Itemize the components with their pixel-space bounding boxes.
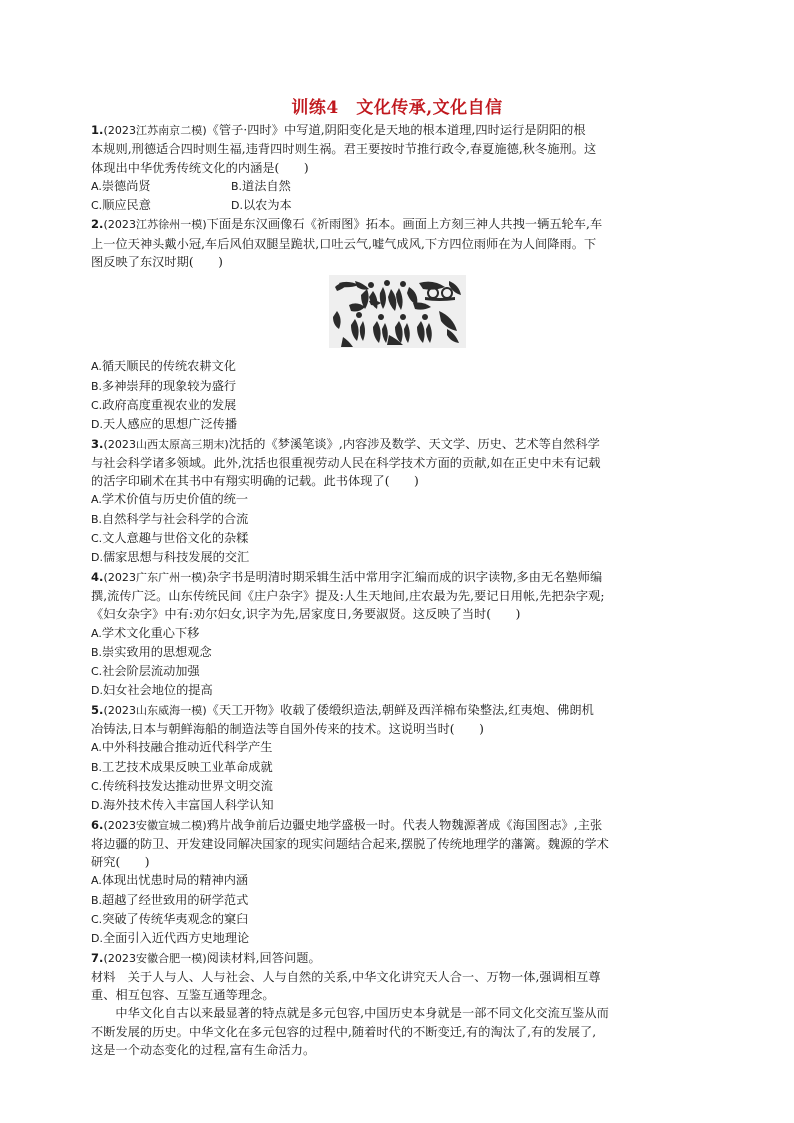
question-text: 冶铸法,日本与朝鲜海船的制造法等自国外传来的技术。这说明当时( ) xyxy=(91,722,484,737)
question-number: 7. xyxy=(91,950,104,965)
question-text: 撰,流传广泛。山东传统民间《庄户杂字》提及:人生天地间,庄农最为先,要记日用帐,先把杂字观; xyxy=(91,588,605,603)
options-row xyxy=(91,196,703,215)
question-number: 5. xyxy=(91,702,104,717)
question-2 xyxy=(91,215,703,434)
question-line xyxy=(91,949,703,968)
option-b[interactable]: B.自然科学与社会科学的合流 xyxy=(91,511,249,526)
question-text: 图反映了东汉时期( ) xyxy=(91,255,223,270)
option-c[interactable]: C.政府高度重视农业的发展 xyxy=(91,397,237,412)
question-7 xyxy=(91,949,703,1060)
page xyxy=(91,96,703,1059)
question-1 xyxy=(91,121,703,215)
question-text: 下面是东汉画像石《祈雨图》拓本。画面上方刻三神人共拽一辆五轮车,车 xyxy=(206,217,603,232)
question-text: 杂字书是明清时期采辑生活中常用字汇编而成的识字读物,多由无名塾师编 xyxy=(206,569,603,584)
material-paragraph: 中华文化自古以来最显著的特点就是多元包容,中国历史本身就是一部不同文化交流互鉴从而 xyxy=(115,1006,609,1021)
option-d[interactable]: D.天人感应的思想广泛传播 xyxy=(91,417,238,432)
option-a[interactable]: A.学术价值与历史价值的统一 xyxy=(91,492,249,507)
material-text: 材料 关于人与人、人与社会、人与自然的关系,中华文化讲究天人合一、万物一体,强调相互尊 xyxy=(91,969,601,984)
question-line xyxy=(91,701,703,720)
option-b[interactable]: B.多神崇拜的现象较为盛行 xyxy=(91,378,237,393)
question-text: 沈括的《梦溪笔谈》,内容涉及数学、天文学、历史、艺术等自然科学 xyxy=(228,436,600,451)
question-number: 6. xyxy=(91,817,104,832)
question-number: 4. xyxy=(91,569,104,584)
question-line xyxy=(91,568,703,587)
option-b[interactable]: B.崇实致用的思想观念 xyxy=(91,644,212,659)
question-source: (2023广东广州一模) xyxy=(103,570,207,584)
question-text: 鸦片战争前后边疆史地学盛极一时。代表人物魏源著成《海国图志》,主张 xyxy=(206,817,603,832)
question-text: 上一位天神头戴小冠,车后风伯双腿呈跪状,口吐云气,嘘气成风,下方四位雨师在为人间降雨。下 xyxy=(91,236,597,251)
question-source: (2023安徽宣城二模) xyxy=(103,818,207,832)
question-line xyxy=(91,121,703,140)
stone-rubbing-image xyxy=(329,275,466,348)
question-number: 2. xyxy=(91,217,104,232)
material-paragraph: 这是一个动态变化的过程,富有生命活力。 xyxy=(91,1043,316,1058)
question-number: 3. xyxy=(91,436,104,451)
option-b[interactable]: B.工艺技术成果反映工业革命成就 xyxy=(91,759,273,774)
question-6 xyxy=(91,816,703,949)
question-source: (2023山西太原高三期末) xyxy=(103,437,229,451)
question-text: 与社会科学诸多领域。此外,沈括也很重视劳动人民在科学技术方面的贡献,如在正史中未有记载 xyxy=(91,455,601,470)
option-a[interactable]: A.中外科技融合推动近代科学产生 xyxy=(91,740,273,755)
material-text: 重、相互包容、互鉴互通等理念。 xyxy=(91,988,275,1003)
question-4 xyxy=(91,568,703,701)
option-b[interactable]: B.道法自然 xyxy=(231,178,291,193)
option-d[interactable]: D.全面引入近代西方史地理论 xyxy=(91,931,250,946)
option-c[interactable]: C.突破了传统华夷观念的窠臼 xyxy=(91,911,249,926)
option-a[interactable]: A.循天顺民的传统农耕文化 xyxy=(91,359,236,374)
question-text: 本规则,刑德适合四时则生福,违背四时则生祸。君王要按时节推行政令,春夏施德,秋冬施刑。这 xyxy=(91,142,597,157)
question-source: (2023江苏南京二模) xyxy=(103,124,207,137)
material-paragraph: 不断发展的历史。中华文化在多元包容的过程中,随着时代的不断变迁,有的淘汰了,有的发展了, xyxy=(91,1024,597,1039)
option-d[interactable]: D.海外技术传入丰富国人科学认知 xyxy=(91,798,274,813)
option-c[interactable]: C.顺应民意 xyxy=(91,198,151,213)
options-row xyxy=(91,177,703,196)
question-number: 1. xyxy=(91,123,104,137)
question-text: 的活字印刷术在其书中有翔实明确的记载。此书体现了( ) xyxy=(91,474,419,489)
option-a[interactable]: A.体现出忧患时局的精神内涵 xyxy=(91,873,249,888)
option-d[interactable]: D.以农为本 xyxy=(231,198,292,213)
question-line xyxy=(91,435,703,454)
question-line xyxy=(91,816,703,835)
option-c[interactable]: C.社会阶层流动加强 xyxy=(91,664,200,679)
question-5 xyxy=(91,701,703,816)
question-source: (2023山东威海一模) xyxy=(103,703,207,717)
option-a[interactable]: A.崇德尚贤 xyxy=(91,178,151,193)
question-text: 《妇女杂字》中有:劝尔妇女,识字为先,居家度日,务要淑贤。这反映了当时( ) xyxy=(91,607,521,622)
question-text: 《管子·四时》中写道,阴阳变化是天地的根本道理,四时运行是阴阳的根 xyxy=(206,123,586,137)
question-3 xyxy=(91,435,703,568)
page-title: 训练4 文化传承,文化自信 xyxy=(291,98,503,118)
question-text: 研究( ) xyxy=(91,855,150,870)
question-source: (2023安徽合肥一模) xyxy=(103,951,207,965)
image-container xyxy=(91,275,703,348)
question-text: 体现出中华优秀传统文化的内涵是( ) xyxy=(91,160,309,175)
question-text: 《天工开物》收载了倭缎织造法,朝鲜及西洋棉布染整法,红夷炮、佛朗机 xyxy=(206,702,594,717)
option-d[interactable]: D.儒家思想与科技发展的交汇 xyxy=(91,550,250,565)
question-line xyxy=(91,215,703,234)
option-a[interactable]: A.学术文化重心下移 xyxy=(91,625,200,640)
option-c[interactable]: C.文人意趣与世俗文化的杂糅 xyxy=(91,531,249,546)
option-c[interactable]: C.传统科技发达推动世界文明交流 xyxy=(91,778,273,793)
option-b[interactable]: B.超越了经世致用的研学范式 xyxy=(91,892,249,907)
question-text: 将边疆的防卫、开发建设同解决国家的现实问题结合起来,摆脱了传统地理学的藩篱。魏源的学术 xyxy=(91,836,609,851)
option-d[interactable]: D.妇女社会地位的提高 xyxy=(91,683,213,698)
question-source: (2023江苏徐州一模) xyxy=(103,218,207,232)
question-text: 阅读材料,回答问题。 xyxy=(206,950,321,965)
